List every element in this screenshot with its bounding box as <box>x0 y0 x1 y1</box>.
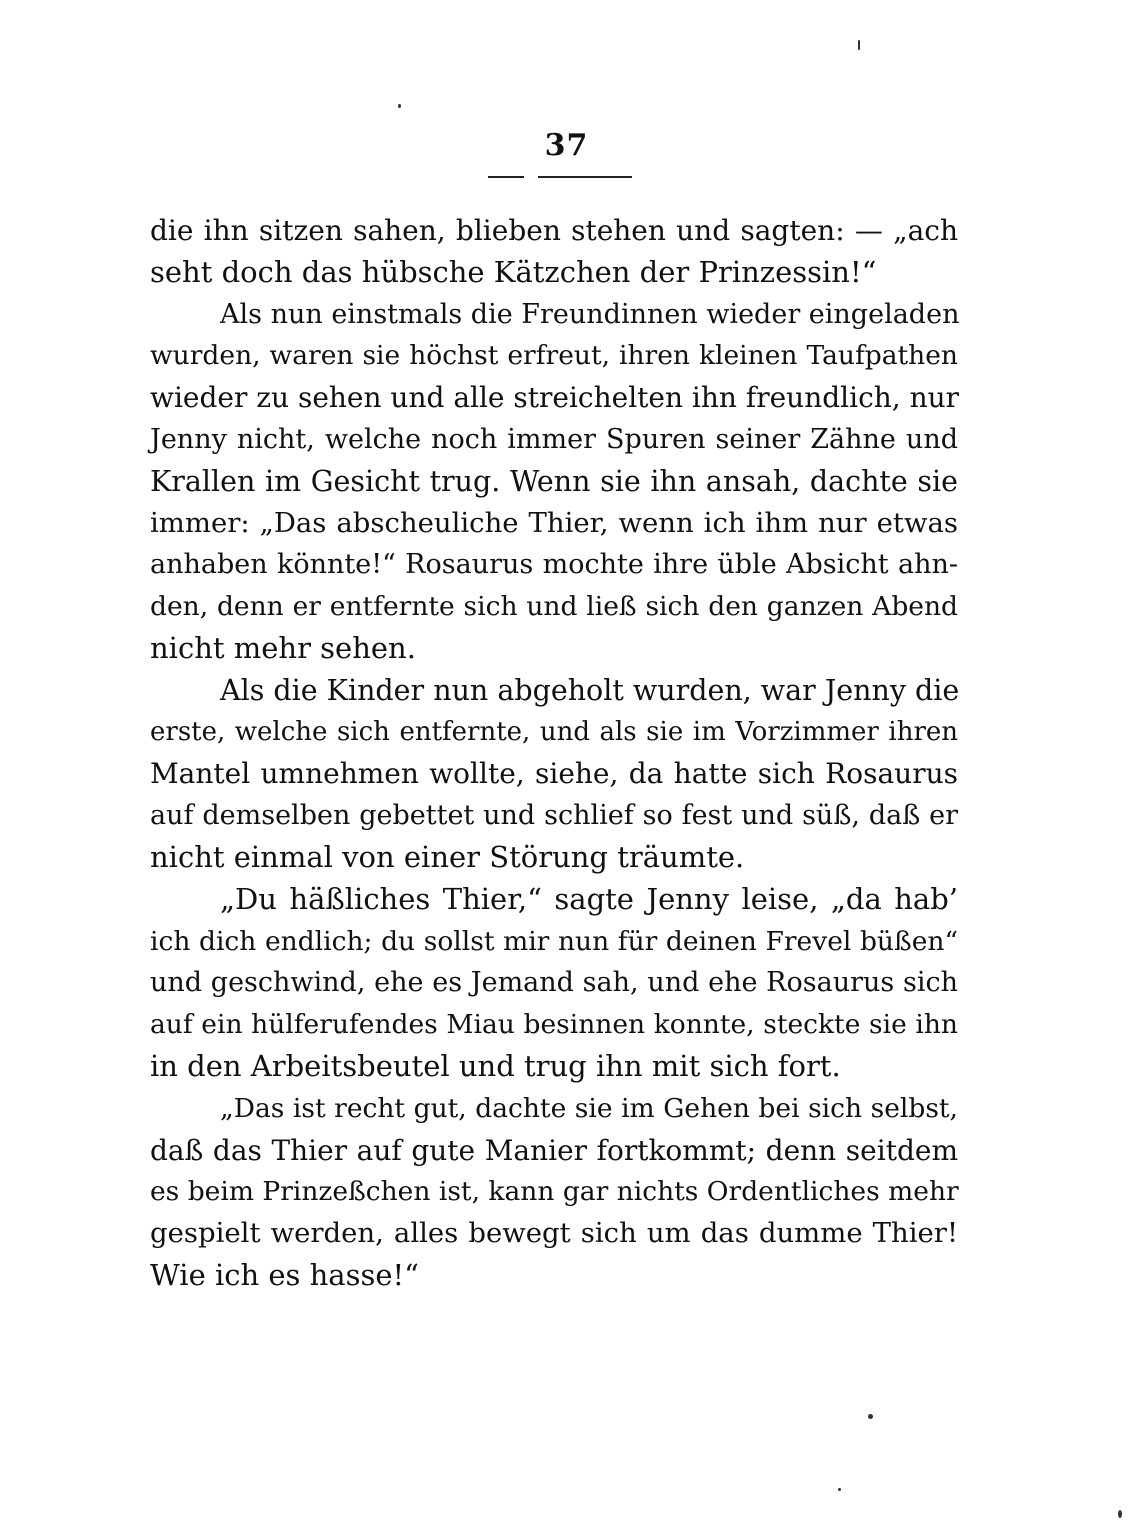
text-line: wieder zu sehen und alle streichelten ihn freundlich, nur <box>150 381 960 415</box>
text-line: anhaben könnte!“ Rosaurus mochte ihre üble Absicht ahn- <box>150 549 958 581</box>
text-line: Krallen im Gesicht trug. Wenn sie ihn ansah, dachte sie <box>150 464 958 498</box>
text-line: die ihn sitzen sahen, blieben stehen und sagten: — „ach <box>150 214 958 247</box>
page-number: 37 <box>544 128 589 163</box>
text-line: es beim Prinzeßchen ist, kann gar nichts Ordentliches mehr <box>150 1176 959 1208</box>
text-line: Als nun einstmals die Freundinnen wieder eingeladen <box>220 298 960 330</box>
text-line: Jenny nicht, welche noch immer Spuren seiner Zähne und <box>150 423 958 455</box>
text-line: und geschwind, ehe es Jemand sah, und ehe Rosaurus sich <box>150 967 958 999</box>
scan-speck <box>838 1488 841 1491</box>
text-line: auf demselben gebettet und schlief so fest und süß, daß er <box>150 800 958 832</box>
text-line: immer: „Das abscheuliche Thier, wenn ich ihm nur etwas <box>150 506 958 539</box>
text-line: Mantel umnehmen wollte, siehe, da hatte sich Rosaurus <box>150 757 958 791</box>
scan-speck <box>868 1414 873 1419</box>
body-text <box>150 210 958 1297</box>
scan-speck <box>398 104 401 108</box>
text-line: nicht einmal von einer Störung träumte. <box>150 839 745 874</box>
text-line: daß das Thier auf gute Manier fortkommt; denn seitdem <box>150 1133 958 1167</box>
text-line: gespielt werden, alles bewegt sich um das dumme Thier! <box>150 1217 958 1250</box>
text-line: „Du häßliches Thier,“ sagte Jenny leise, „da hab’ <box>220 881 958 916</box>
text-line: seht doch das hübsche Kätzchen der Prinzessin!“ <box>150 254 877 289</box>
scan-speck <box>1118 1510 1122 1518</box>
scan-speck <box>858 40 860 50</box>
text-line: wurden, waren sie höchst erfreut, ihren kleinen Taufpathen <box>150 340 958 372</box>
text-line: „Das ist recht gut, dachte sie im Gehen bei sich selbst, <box>220 1092 958 1124</box>
text-line: Wie ich es hasse!“ <box>150 1257 420 1292</box>
text-line: ich dich endlich; du sollst mir nun für deinen Frevel büßen“ <box>150 925 958 957</box>
header-rule-long <box>538 176 632 178</box>
text-line: auf ein hülferufendes Miau besinnen konnte, steckte sie ihn <box>150 1009 958 1041</box>
text-line: Als die Kinder nun abgeholt wurden, war Jenny die <box>220 673 960 707</box>
text-line: in den Arbeitsbeutel und trug ihn mit sich fort. <box>150 1048 841 1083</box>
text-line: nicht mehr sehen. <box>150 630 416 665</box>
text-line: den, denn er entfernte sich und ließ sich den ganzen Abend <box>150 591 958 623</box>
header-rule-short <box>488 176 524 178</box>
text-line: erste, welche sich entfernte, und als sie im Vorzimmer ihren <box>150 716 958 747</box>
